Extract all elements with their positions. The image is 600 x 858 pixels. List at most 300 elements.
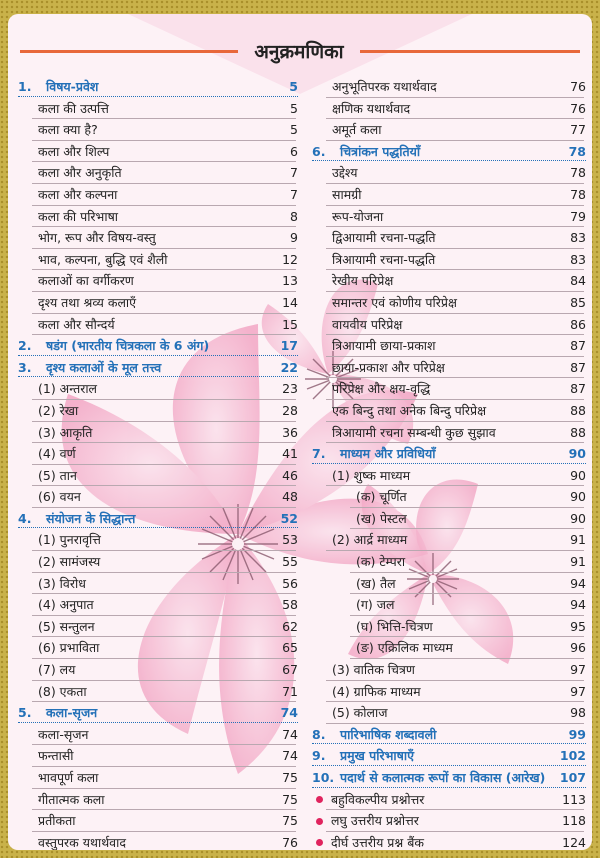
toc-entry[interactable]: [312, 400, 586, 422]
toc-entry-label: [312, 724, 556, 746]
page-number: 22: [280, 359, 298, 375]
entry-text: (5) कोलाज: [332, 705, 388, 721]
entry-text: वायवीय परिप्रेक्ष: [332, 316, 403, 332]
page-number: 52: [280, 510, 298, 526]
toc-entry-label: [312, 400, 556, 422]
toc-entry-label: [18, 745, 268, 767]
entry-text: कला-सृजन: [46, 705, 98, 721]
chapter-number: 5.: [18, 705, 32, 721]
toc-entry-label: [312, 681, 556, 703]
entry-text: विषय-प्रवेश: [46, 79, 99, 94]
page-number: 14: [282, 294, 298, 310]
entry-text: कला और शिल्प: [38, 143, 110, 159]
chapter-number: 8.: [312, 726, 326, 742]
toc-entry[interactable]: [18, 789, 298, 811]
entry-text: सामग्री: [332, 186, 362, 202]
entry-text: समान्तर एवं कोणीय परिप्रेक्ष: [332, 294, 457, 310]
page-number: 74: [282, 748, 298, 764]
entry-text: कला की परिभाषा: [38, 208, 119, 224]
entry-text: माध्यम और प्रविधियाँ: [340, 446, 436, 462]
page-number: 55: [282, 554, 298, 570]
toc-entry-label: [18, 681, 268, 703]
page-number: 28: [282, 402, 298, 418]
toc-entry-label: [18, 206, 268, 228]
toc-entry-label: [18, 767, 268, 789]
entry-text: प्रतीकता: [38, 813, 76, 829]
entry-text: कला और सौन्दर्य: [38, 316, 115, 332]
page-number: 12: [282, 251, 298, 267]
toc-entry-label: [18, 141, 268, 163]
page-number: 78: [570, 165, 586, 181]
entry-text: (क) चूर्णित: [356, 489, 407, 505]
toc-entry-label: [312, 745, 556, 767]
toc-entry[interactable]: [18, 551, 298, 573]
entry-text: छाया-प्रकाश और परिप्रेक्ष: [332, 359, 445, 375]
toc-entry[interactable]: [18, 767, 298, 789]
page-number: 5: [289, 79, 298, 94]
page-number: 76: [570, 100, 586, 116]
toc-entry-label: [312, 227, 556, 249]
entry-text: संयोजन के सिद्धान्त: [46, 510, 136, 526]
entry-text: षडंग (भारतीय चित्रकला के 6 अंग): [46, 338, 210, 354]
toc-entry-label: [312, 702, 556, 724]
toc-entry[interactable]: [312, 551, 586, 573]
page-number: 79: [570, 208, 586, 224]
page-number: 90: [570, 489, 586, 505]
chapter-number: 2.: [18, 338, 32, 354]
toc-entry[interactable]: [312, 789, 586, 811]
chapter-number: 6.: [312, 143, 326, 159]
toc-entry-label: [18, 724, 268, 746]
entry-text: प्रमुख परिभाषाएँ: [340, 748, 415, 764]
toc-entry-label: [312, 659, 556, 681]
toc-entry-label: [18, 616, 268, 638]
page-number: 62: [282, 618, 298, 634]
entry-text: त्रिआयामी रचना-पद्धति: [332, 251, 436, 267]
toc-entry-label: [18, 529, 268, 551]
toc-entry[interactable]: [312, 810, 586, 832]
page-number: 87: [570, 338, 586, 354]
entry-text: फन्तासी: [38, 748, 74, 764]
entry-text: (1) शुष्क माध्यम: [332, 467, 411, 483]
toc-entry-label: [18, 314, 268, 336]
toc-entry[interactable]: [312, 486, 586, 508]
entry-text: परिप्रेक्ष और क्षय-वृद्धि: [332, 381, 431, 397]
toc-entry-label: [312, 508, 556, 530]
toc-entry[interactable]: [312, 659, 586, 681]
toc-entry-label: [312, 767, 556, 789]
toc-entry[interactable]: [18, 314, 298, 336]
toc-entry-label: [18, 270, 268, 292]
page-number: 13: [282, 273, 298, 289]
toc-entry[interactable]: [18, 378, 298, 400]
entry-text: (5) तान: [38, 467, 77, 483]
page-number: 7: [290, 186, 298, 202]
entry-text: अनुभूतिपरक यथार्थवाद: [332, 79, 437, 94]
toc-left-column: [18, 76, 298, 850]
entry-text: (4) ग्राफिक माध्यम: [332, 683, 421, 699]
entry-text: दृश्य तथा श्रव्य कलाएँ: [38, 294, 137, 310]
page-number: 87: [570, 381, 586, 397]
entry-text: कलाओं का वर्गीकरण: [38, 273, 134, 289]
toc-entry-label: [18, 810, 268, 832]
entry-text: वस्तुपरक यथार्थवाद: [38, 834, 127, 850]
toc-entry-label: [312, 443, 556, 465]
page-number: 83: [570, 230, 586, 246]
page-number: 17: [280, 338, 298, 354]
chapter-number: 3.: [18, 359, 32, 375]
toc-entry[interactable]: [18, 249, 298, 271]
toc-entry[interactable]: [312, 508, 586, 530]
entry-text: (2) सामंजस्य: [38, 554, 101, 570]
chapter-number: 7.: [312, 446, 326, 462]
toc-entry-label: [312, 119, 556, 141]
toc-entry[interactable]: [18, 465, 298, 487]
header-rule-right: [360, 50, 580, 53]
entry-text: बहुविकल्पीय प्रश्नोत्तर: [331, 791, 425, 807]
page-number: 90: [570, 510, 586, 526]
chapter-number: 9.: [312, 748, 326, 764]
entry-text: लघु उत्तरीय प्रश्नोत्तर: [331, 813, 419, 829]
page-number: 8: [290, 208, 298, 224]
page-number: 5: [290, 122, 298, 138]
page-number: 107: [559, 770, 586, 785]
toc-chapter[interactable]: [18, 702, 298, 724]
entry-text: कला क्या है?: [38, 122, 98, 138]
toc-entry[interactable]: [312, 98, 586, 120]
page-number: 99: [568, 726, 586, 742]
toc-entry-label: [18, 119, 268, 141]
chapter-number: 4.: [18, 510, 32, 526]
toc-entry-label: [18, 832, 268, 850]
entry-text: त्रिआयामी छाया-प्रकाश: [332, 338, 436, 354]
toc-entry-label: [18, 594, 268, 616]
page-number: 94: [570, 575, 586, 591]
page-number: 88: [570, 424, 586, 440]
toc-entry[interactable]: [18, 681, 298, 703]
entry-text: (ख) पेस्टल: [356, 510, 407, 526]
page-number: 78: [570, 186, 586, 202]
toc-entry[interactable]: [312, 184, 586, 206]
toc-entry-label: [18, 227, 268, 249]
toc-entry-label: [312, 162, 556, 184]
toc-entry-label: [312, 616, 556, 638]
entry-text: (क) टेम्परा: [356, 554, 406, 570]
page-number: 90: [568, 446, 586, 462]
entry-text: कला और अनुकृति: [38, 165, 122, 181]
entry-text: (3) विरोध: [38, 575, 86, 591]
toc-entry-label: [18, 508, 268, 530]
entry-text: रेखीय परिप्रेक्ष: [332, 273, 394, 289]
toc-entry[interactable]: [18, 162, 298, 184]
toc-entry[interactable]: [18, 119, 298, 141]
toc-chapter[interactable]: [312, 767, 586, 789]
toc-entry[interactable]: [312, 422, 586, 444]
entry-text: (3) आकृति: [38, 424, 93, 440]
toc-entry[interactable]: [312, 357, 586, 379]
toc-entry[interactable]: [312, 378, 586, 400]
chapter-number: 1.: [18, 79, 32, 94]
toc-entry[interactable]: [18, 659, 298, 681]
toc-entry-label: [312, 270, 556, 292]
toc-entry[interactable]: [18, 832, 298, 850]
page-number: 76: [570, 79, 586, 94]
toc-entry-label: [18, 422, 268, 444]
entry-text: (5) सन्तुलन: [38, 618, 95, 634]
toc-entry[interactable]: [312, 249, 586, 271]
toc-entry[interactable]: [18, 184, 298, 206]
toc-entry[interactable]: [312, 162, 586, 184]
toc-entry-label: [18, 335, 268, 357]
entry-text: चित्रांकन पद्धतियाँ: [340, 143, 421, 159]
page-number: 23: [282, 381, 298, 397]
toc-entry-label: [18, 573, 268, 595]
toc-entry-label: [312, 314, 556, 336]
toc-entry-label: [18, 659, 268, 681]
toc-entry[interactable]: [312, 681, 586, 703]
page-number: 5: [290, 100, 298, 116]
toc-entry-label: [312, 637, 556, 659]
header-rule-left: [20, 50, 238, 53]
page-number: 77: [570, 122, 586, 138]
toc-entry[interactable]: [312, 206, 586, 228]
toc-entry[interactable]: [312, 573, 586, 595]
entry-text: पदार्थ से कलात्मक रूपों का विकास (आरेख): [340, 770, 546, 785]
toc-entry[interactable]: [18, 616, 298, 638]
toc-entry[interactable]: [312, 529, 586, 551]
toc-entry-label: [312, 335, 556, 357]
page-number: 124: [562, 834, 586, 850]
toc-entry-label: [312, 184, 556, 206]
toc-entry[interactable]: [18, 529, 298, 551]
toc-entry-label: [18, 443, 268, 465]
entry-text: दृश्य कलाओं के मूल तत्त्व: [46, 359, 162, 375]
page-number: 53: [282, 532, 298, 548]
toc-entry[interactable]: [18, 270, 298, 292]
entry-text: उद्देश्य: [332, 165, 358, 181]
entry-text: (1) पुनरावृत्ति: [38, 532, 101, 548]
toc-entry-label: [312, 573, 556, 595]
entry-text: (8) एकता: [38, 683, 87, 699]
page-number: 97: [570, 683, 586, 699]
toc-entry-label: [312, 357, 556, 379]
toc-right-column: [312, 76, 586, 850]
toc-chapter[interactable]: [18, 357, 298, 379]
entry-text: (3) वातिक चित्रण: [332, 662, 415, 678]
toc-entry[interactable]: [312, 832, 586, 850]
chapter-number: 10.: [312, 770, 335, 785]
page-number: 36: [282, 424, 298, 440]
page-number: 94: [570, 597, 586, 613]
entry-text: भावपूर्ण कला: [38, 770, 99, 785]
page-number: 88: [570, 402, 586, 418]
toc-entry-label: [312, 465, 556, 487]
page-number: 86: [570, 316, 586, 332]
toc-entry[interactable]: [18, 637, 298, 659]
entry-text: पारिभाषिक शब्दावली: [340, 726, 437, 742]
toc-chapter[interactable]: [312, 443, 586, 465]
toc-entry-label: [312, 529, 556, 551]
toc-entry-label: [18, 98, 268, 120]
page-number: 78: [568, 143, 586, 159]
page-number: 113: [562, 791, 586, 807]
toc-entry[interactable]: [312, 76, 586, 98]
page-number: 75: [282, 813, 298, 829]
page-number: 15: [282, 316, 298, 332]
entry-text: एक बिन्दु तथा अनेक बिन्दु परिप्रेक्ष: [332, 402, 487, 418]
toc-entry-label: [312, 292, 556, 314]
toc-entry-label: [18, 249, 268, 271]
toc-entry[interactable]: [312, 637, 586, 659]
toc-entry[interactable]: [18, 98, 298, 120]
toc-entry[interactable]: [18, 400, 298, 422]
toc-entry-label: [312, 378, 556, 400]
toc-entry[interactable]: [18, 227, 298, 249]
toc-entry-label: [312, 789, 556, 811]
toc-entry-label: [312, 141, 556, 163]
toc-entry-label: [18, 400, 268, 422]
entry-text: कला और कल्पना: [38, 186, 118, 202]
toc-entry-label: [18, 789, 268, 811]
page-number: 58: [282, 597, 298, 613]
entry-text: भाव, कल्पना, बुद्धि एवं शैली: [38, 251, 168, 267]
page-header: [8, 38, 592, 62]
toc-entry-label: [312, 832, 556, 850]
toc-entry-label: [312, 422, 556, 444]
toc-entry[interactable]: [312, 702, 586, 724]
page-number: 6: [290, 143, 298, 159]
entry-text: कला की उत्पत्ति: [38, 100, 109, 116]
entry-text: त्रिआयामी रचना सम्बन्धी कुछ सुझाव: [332, 424, 496, 440]
page-number: 71: [282, 683, 298, 699]
page-number: 102: [559, 748, 586, 764]
entry-text: गीतात्मक कला: [38, 791, 105, 807]
toc-entry[interactable]: [18, 141, 298, 163]
toc-entry-label: [312, 98, 556, 120]
toc-chapter[interactable]: [18, 508, 298, 530]
toc-entry[interactable]: [312, 314, 586, 336]
page-number: 95: [570, 618, 586, 634]
page-number: 85: [570, 294, 586, 310]
page-number: 87: [570, 359, 586, 375]
toc-entry[interactable]: [18, 810, 298, 832]
toc-entry-label: [312, 249, 556, 271]
page-number: 74: [280, 705, 298, 721]
entry-text: कला-सृजन: [38, 726, 89, 742]
entry-text: रूप-योजना: [332, 208, 384, 224]
bullet-icon: [316, 839, 323, 846]
toc-entry-label: [18, 292, 268, 314]
toc-entry-label: [18, 76, 268, 98]
toc-chapter[interactable]: [18, 335, 298, 357]
toc-entry[interactable]: [18, 206, 298, 228]
toc-entry[interactable]: [18, 292, 298, 314]
toc-entry[interactable]: [18, 745, 298, 767]
page-number: 118: [562, 813, 586, 829]
entry-text: भोग, रूप और विषय-वस्तु: [38, 230, 156, 246]
toc-entry[interactable]: [18, 422, 298, 444]
entry-text: (ख) तैल: [356, 575, 396, 591]
page-title: अनुक्रमणिका: [254, 41, 344, 63]
toc-entry[interactable]: [312, 465, 586, 487]
entry-text: द्विआयामी रचना-पद्धति: [332, 230, 436, 246]
toc-entry[interactable]: [312, 335, 586, 357]
toc-chapter[interactable]: [312, 141, 586, 163]
entry-text: (4) अनुपात: [38, 597, 94, 613]
toc-entry-label: [312, 486, 556, 508]
toc-entry-label: [18, 357, 268, 379]
page-number: 90: [570, 467, 586, 483]
bullet-icon: [316, 796, 323, 803]
toc-entry[interactable]: [312, 119, 586, 141]
page-number: 65: [282, 640, 298, 656]
entry-text: (घ) भित्ति-चित्रण: [356, 618, 433, 634]
toc-entry[interactable]: [312, 270, 586, 292]
page-number: 75: [282, 770, 298, 785]
entry-text: (1) अन्तराल: [38, 381, 98, 397]
toc-entry-label: [18, 637, 268, 659]
entry-text: (6) वयन: [38, 489, 81, 505]
page-number: 56: [282, 575, 298, 591]
entry-text: अमूर्त कला: [332, 122, 382, 138]
toc-entry[interactable]: [18, 594, 298, 616]
toc-entry-label: [18, 465, 268, 487]
page-number: 7: [290, 165, 298, 181]
toc-entry[interactable]: [312, 616, 586, 638]
toc-entry-label: [18, 378, 268, 400]
toc-entry-label: [18, 702, 268, 724]
entry-text: (6) प्रभाविता: [38, 640, 100, 656]
toc-entry[interactable]: [18, 486, 298, 508]
entry-text: (ङ) एक्रिलिक माध्यम: [356, 640, 453, 656]
entry-text: (2) आर्द्र माध्यम: [332, 532, 408, 548]
toc-entry-label: [312, 810, 556, 832]
page-number: 48: [282, 489, 298, 505]
bullet-icon: [316, 818, 323, 825]
entry-text: दीर्घ उत्तरीय प्रश्न बैंक: [331, 834, 424, 850]
toc-entry-label: [18, 551, 268, 573]
toc-entry-label: [18, 486, 268, 508]
toc-entry[interactable]: [312, 594, 586, 616]
page-number: 97: [570, 662, 586, 678]
toc-entry-label: [312, 594, 556, 616]
page-number: 91: [570, 532, 586, 548]
page-number: 41: [282, 446, 298, 462]
toc-chapter[interactable]: [312, 724, 586, 746]
page-number: 83: [570, 251, 586, 267]
toc-entry[interactable]: [18, 443, 298, 465]
toc-entry[interactable]: [18, 573, 298, 595]
entry-text: (2) रेखा: [38, 402, 79, 418]
toc-chapter[interactable]: [312, 745, 586, 767]
page-number: 9: [290, 230, 298, 246]
toc-entry-label: [18, 184, 268, 206]
toc-chapter[interactable]: [18, 76, 298, 98]
page-number: 98: [570, 705, 586, 721]
index-page: [8, 14, 592, 850]
page-number: 46: [282, 467, 298, 483]
page-number: 67: [282, 662, 298, 678]
entry-text: (ग) जल: [356, 597, 395, 613]
toc-entry[interactable]: [312, 227, 586, 249]
toc-entry-label: [312, 206, 556, 228]
page-number: 91: [570, 554, 586, 570]
entry-text: (4) वर्ण: [38, 446, 76, 462]
toc-entry[interactable]: [312, 292, 586, 314]
toc-entry[interactable]: [18, 724, 298, 746]
page-number: 75: [282, 791, 298, 807]
toc-entry-label: [312, 76, 556, 98]
